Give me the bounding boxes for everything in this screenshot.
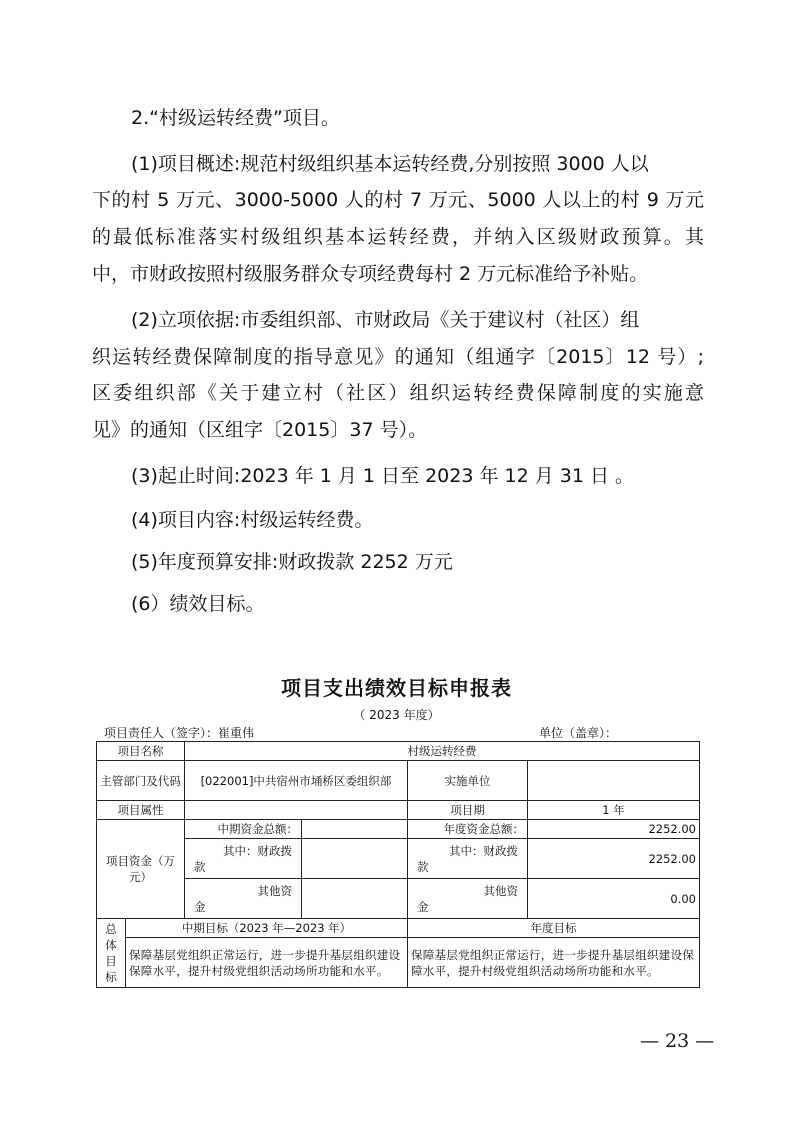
mid-fiscal-label-a: 其中：财政拨 bbox=[223, 843, 292, 858]
table-row bbox=[97, 839, 700, 879]
basis-line-2: 织运转经费保障制度的指导意见》的通知（组通字〔2015〕12 号）; bbox=[92, 346, 704, 368]
goal-char: 体 bbox=[105, 938, 117, 952]
overall-goal-label bbox=[97, 919, 126, 988]
attr-value bbox=[185, 801, 408, 820]
basis-line-3: 区委组织部《关于建立村（社区）组织运转经费保障制度的实施意 bbox=[92, 382, 704, 404]
unit-seal: 单位（盖章）： bbox=[539, 726, 618, 740]
mid-total-label: 中期资金总额： bbox=[185, 820, 302, 839]
basis-line-4: 见》的通知（区组字〔2015〕37 号）。 bbox=[92, 419, 428, 441]
year-other-label-a: 其他资 bbox=[483, 883, 518, 898]
year-total-value: 2252.00 bbox=[528, 820, 700, 839]
period-value: 1 年 bbox=[528, 801, 700, 820]
project-name-label: 项目名称 bbox=[97, 742, 185, 761]
period-label: 项目期 bbox=[408, 801, 528, 820]
table-row bbox=[97, 879, 700, 919]
year-other-label-b: 金 bbox=[417, 899, 429, 914]
year-fiscal-label bbox=[408, 839, 528, 879]
project-name-value: 村级运转经费 bbox=[185, 742, 700, 761]
responsible-person: 项目责任人（签字）：崔重伟 bbox=[104, 726, 255, 740]
year-other-label bbox=[408, 879, 528, 919]
section-heading: 2.“村级运转经费”项目。 bbox=[131, 107, 340, 129]
year-goal-header: 年度目标 bbox=[408, 919, 700, 938]
mid-goal-text: 保障基层党组织正常运行，进一步提升基层组织建设保障水平，提升村级党组织活动场所功能和水平。 bbox=[126, 938, 408, 988]
overview-line-1: (1)项目概述:规范村级组织基本运转经费,分别按照 3000 人以 bbox=[131, 153, 649, 175]
year-fiscal-value: 2252.00 bbox=[528, 839, 700, 879]
table-row bbox=[97, 938, 700, 988]
dept-label: 主管部门及代码 bbox=[97, 761, 185, 801]
budget-line: (5)年度预算安排:财政拨款 2252 万元 bbox=[131, 551, 453, 573]
year-fiscal-label-b: 款 bbox=[417, 859, 429, 874]
exec-unit-value bbox=[528, 761, 700, 801]
table-row bbox=[97, 919, 700, 938]
overview-line-2: 下的村 5 万元、3000-5000 人的村 7 万元、5000 人以上的村 9 万元 bbox=[92, 189, 704, 211]
table-row bbox=[97, 801, 700, 820]
goal-line: (6）绩效目标。 bbox=[131, 593, 265, 615]
form-title: 项目支出绩效目标申报表 bbox=[281, 676, 512, 700]
mid-goal-header: 中期目标（2023 年—2023 年） bbox=[126, 919, 408, 938]
exec-unit-label: 实施单位 bbox=[408, 761, 528, 801]
year-goal-text: 保障基层党组织正常运行，进一步提升基层组织建设保障水平，提升村级党组织活动场所功能和水平。 bbox=[408, 938, 700, 988]
mid-other-label bbox=[185, 879, 302, 919]
year-fiscal-label-a: 其中：财政拨 bbox=[449, 843, 518, 858]
mid-total-value bbox=[302, 820, 408, 839]
goal-char: 标 bbox=[105, 970, 117, 984]
mid-fiscal-label bbox=[185, 839, 302, 879]
table-row bbox=[97, 761, 700, 801]
content-line: (4)项目内容:村级运转经费。 bbox=[131, 509, 374, 531]
mid-fiscal-label-b: 款 bbox=[194, 859, 206, 874]
funds-label: 项目资金（万元） bbox=[97, 820, 185, 919]
mid-other-label-b: 金 bbox=[194, 899, 206, 914]
table-row bbox=[97, 742, 700, 761]
mid-fiscal-value bbox=[302, 839, 408, 879]
period-line: (3)起止时间:2023 年 1 月 1 日至 2023 年 12 月 31 日 。 bbox=[131, 465, 635, 487]
year-total-label: 年度资金总额： bbox=[408, 820, 528, 839]
mid-other-value bbox=[302, 879, 408, 919]
mid-other-label-a: 其他资 bbox=[257, 883, 292, 898]
year-other-value: 0.00 bbox=[528, 879, 700, 919]
performance-table bbox=[96, 741, 700, 988]
table-row bbox=[97, 820, 700, 839]
overview-line-4: 中，市财政按照村级服务群众专项经费每村 2 万元标准给予补贴。 bbox=[92, 263, 649, 285]
goal-char: 总 bbox=[105, 922, 117, 936]
attr-label: 项目属性 bbox=[97, 801, 185, 820]
dept-value: [022001]中共宿州市埇桥区委组织部 bbox=[185, 761, 408, 801]
form-year: （ 2023 年度） bbox=[353, 708, 440, 722]
basis-line-1: (2)立项依据:市委组织部、市财政局《关于建议村（社区）组 bbox=[131, 309, 640, 331]
page-number: — 23 — bbox=[640, 1030, 715, 1052]
overview-line-3: 的最低标准落实村级组织基本运转经费，并纳入区级财政预算。其 bbox=[92, 226, 704, 248]
goal-char: 目 bbox=[105, 954, 117, 968]
